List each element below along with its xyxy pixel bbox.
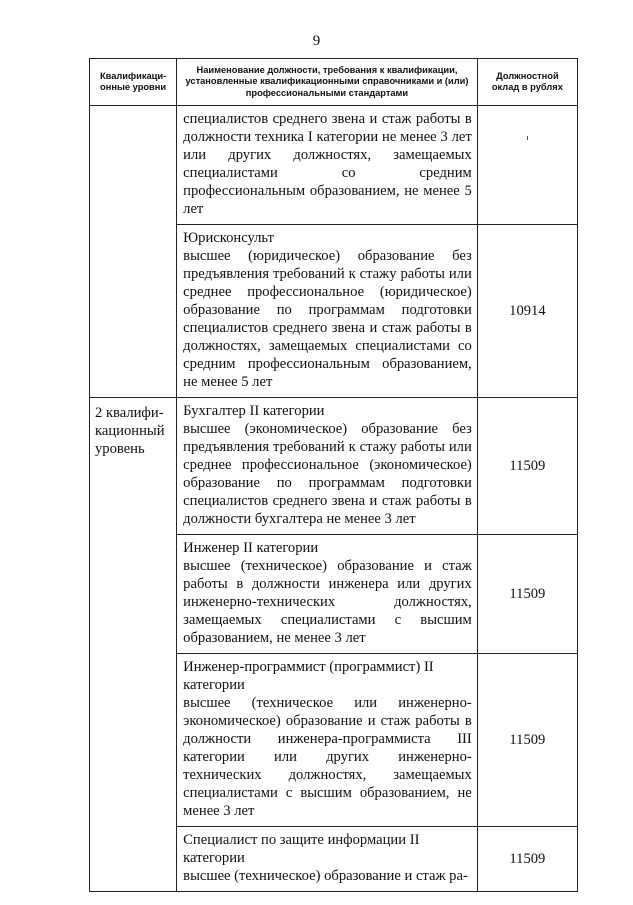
position-cell	[177, 827, 478, 892]
position-title: Специалист по защите информации II категории	[183, 832, 420, 866]
level-cell	[90, 398, 177, 892]
position-cell	[177, 225, 478, 398]
position-cell	[177, 654, 478, 827]
position-title: Бухгалтер II категории	[183, 403, 325, 419]
salary-cell: 11509	[477, 654, 577, 827]
table-row	[90, 398, 578, 535]
position-title: Юрисконсульт	[183, 230, 274, 246]
header-qualification-levels: Квалификаци- онные уровни	[90, 59, 177, 106]
header-position-requirements: Наименование должности, требования к квалификации, установленные квалификационными справочниками и (или) профессиональными стандартами	[177, 59, 478, 106]
level-label: 2 квалифи- кационный уровень	[95, 405, 165, 457]
salary-cell: 11509	[477, 398, 577, 535]
qualification-table	[89, 58, 578, 892]
position-cell	[177, 535, 478, 654]
requirements-text: специалистов среднего звена и стаж работы в должности техника I категории не менее 3 лет или других должностях, замещаемых специалистами со средним профессиональным образованием, не менее 5 лет	[183, 111, 472, 217]
requirements-text: высшее (техническое) образование и стаж ра-	[183, 868, 468, 884]
requirements-text: высшее (юридическое) образование без предъявления требований к стажу работы или среднее профессиональное (юридическое) образование по программам подготовки специалистов среднего звена и стаж работы в должностях, замещаемых специалистами со средним профессиональным образованием, не менее 5 лет	[183, 248, 472, 390]
table-header-row	[90, 59, 578, 106]
requirements-text: высшее (экономическое) образование без предъявления требований к стажу работы или среднее профессиональное (экономическое) образование по программам подготовки специалистов среднего звена и стаж работы в должности бухгалтера не менее 3 лет	[183, 421, 472, 527]
position-cell	[177, 398, 478, 535]
requirements-text: высшее (техническое) образование и стаж работы в должности инженера или других инженерно-технических должностях, замещаемых специалистами с высшим образованием, не менее 3 лет	[183, 558, 472, 646]
salary-cell: 11509	[477, 827, 577, 892]
scan-mark	[527, 136, 528, 140]
level-cell	[90, 106, 177, 398]
requirements-text: высшее (техническое или инженерно-экономическое) образование и стаж работы в должности инженера-программиста III категории или других инженерно-технических должностях, замещаемых специалистами с высшим образованием, не менее 3 лет	[183, 695, 472, 819]
table-row	[90, 106, 578, 225]
position-title: Инженер-программист (программист) II категории	[183, 659, 434, 693]
salary-cell	[477, 106, 577, 225]
page-number: 9	[312, 33, 321, 49]
position-title: Инженер II категории	[183, 540, 319, 556]
header-salary: Должностной оклад в рублях	[477, 59, 577, 106]
position-cell	[177, 106, 478, 225]
salary-cell: 11509	[477, 535, 577, 654]
salary-cell: 10914	[477, 225, 577, 398]
